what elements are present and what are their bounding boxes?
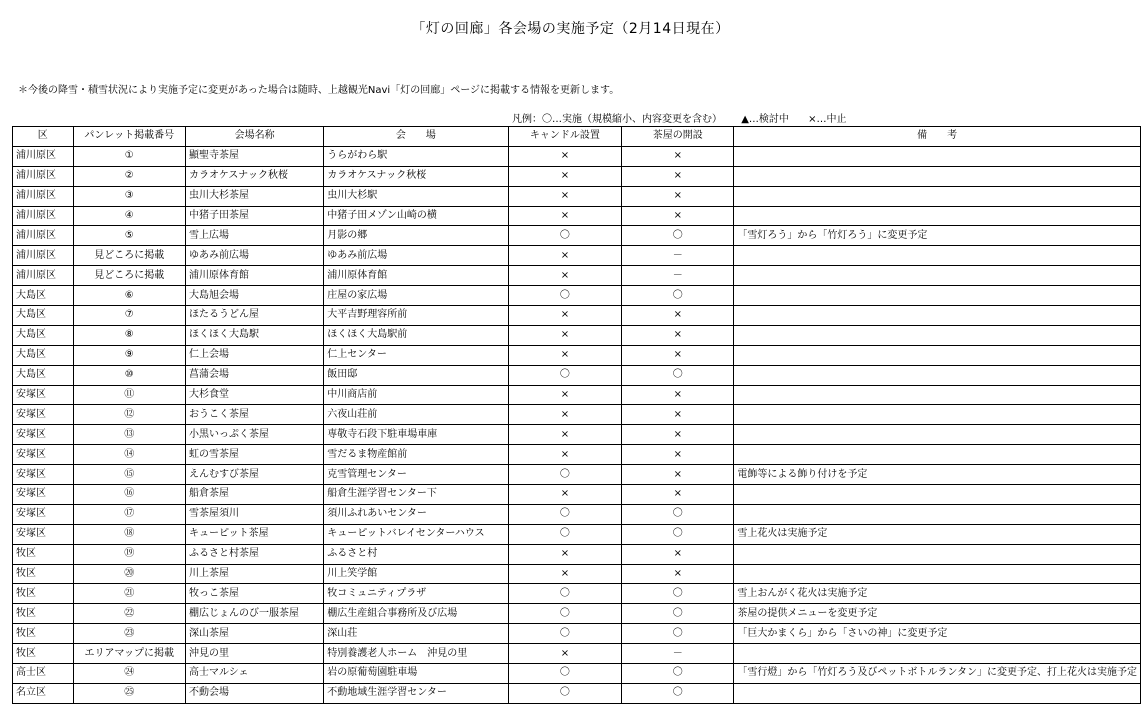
location-cell: 牧コミュニティプラザ [324, 584, 508, 604]
venue-name-cell: 菖蒲会場 [185, 365, 323, 385]
pamphlet-number-cell: ⑮ [73, 465, 185, 485]
remarks-cell [734, 206, 1141, 226]
remarks-cell [734, 564, 1141, 584]
district-cell: 安塚区 [13, 465, 74, 485]
venue-name-cell: 船倉茶屋 [185, 485, 323, 505]
venue-name-cell: 棚広じょんのび一服茶屋 [185, 604, 323, 624]
table-row [13, 445, 1141, 465]
remarks-cell [734, 266, 1141, 286]
location-cell: 飯田邸 [324, 365, 508, 385]
table-row [13, 206, 1141, 226]
table-row [13, 425, 1141, 445]
venue-name-cell: 大島旭会場 [185, 286, 323, 306]
candle-status-cell: × [508, 425, 622, 445]
location-cell: 月影の郷 [324, 226, 508, 246]
teahouse-status-cell: － [622, 246, 734, 266]
pamphlet-number-cell: ③ [73, 186, 185, 206]
candle-status-cell: × [508, 445, 622, 465]
header-remarks: 備 考 [734, 127, 1141, 147]
header-district: 区 [13, 127, 74, 147]
location-cell: ほくほく大島駅前 [324, 325, 508, 345]
teahouse-status-cell: × [622, 405, 734, 425]
venue-name-cell: 牧っこ茶屋 [185, 584, 323, 604]
district-cell: 浦川原区 [13, 166, 74, 186]
table-row [13, 624, 1141, 644]
location-cell: 中川商店前 [324, 385, 508, 405]
teahouse-status-cell: × [622, 544, 734, 564]
table-row [13, 564, 1141, 584]
table-row [13, 286, 1141, 306]
teahouse-status-cell: × [622, 325, 734, 345]
pamphlet-number-cell: ⑲ [73, 544, 185, 564]
teahouse-status-cell: 〇 [622, 604, 734, 624]
remarks-cell [734, 544, 1141, 564]
venue-name-cell: 雪上広場 [185, 226, 323, 246]
table-row [13, 226, 1141, 246]
teahouse-status-cell: 〇 [622, 683, 734, 703]
district-cell: 安塚区 [13, 485, 74, 505]
table-row [13, 465, 1141, 485]
venue-name-cell: 沖見の里 [185, 644, 323, 664]
teahouse-status-cell: 〇 [622, 504, 734, 524]
candle-status-cell: × [508, 385, 622, 405]
candle-status-cell: × [508, 146, 622, 166]
header-location: 会 場 [324, 127, 508, 147]
venue-name-cell: 浦川原体育館 [185, 266, 323, 286]
candle-status-cell: × [508, 166, 622, 186]
table-row [13, 166, 1141, 186]
teahouse-status-cell: × [622, 564, 734, 584]
pamphlet-number-cell: ⑯ [73, 485, 185, 505]
location-cell: 浦川原体育館 [324, 266, 508, 286]
table-header-row [13, 127, 1141, 147]
teahouse-status-cell: × [622, 425, 734, 445]
district-cell: 牧区 [13, 624, 74, 644]
location-cell: 不動地域生涯学習センター [324, 683, 508, 703]
remarks-cell [734, 246, 1141, 266]
venue-name-cell: ほくほく大島駅 [185, 325, 323, 345]
pamphlet-number-cell: ⑩ [73, 365, 185, 385]
remarks-cell [734, 683, 1141, 703]
district-cell: 浦川原区 [13, 266, 74, 286]
pamphlet-number-cell: 見どころに掲載 [73, 246, 185, 266]
remarks-cell: 雪上花火は実施予定 [734, 524, 1141, 544]
remarks-cell: 雪上おんがく花火は実施予定 [734, 584, 1141, 604]
teahouse-status-cell: － [622, 644, 734, 664]
teahouse-status-cell: 〇 [622, 286, 734, 306]
teahouse-status-cell: 〇 [622, 624, 734, 644]
location-cell: ゆあみ前広場 [324, 246, 508, 266]
candle-status-cell: × [508, 325, 622, 345]
pamphlet-number-cell: ② [73, 166, 185, 186]
remarks-cell: 「巨大かまくら」から「さいの神」に変更予定 [734, 624, 1141, 644]
district-cell: 浦川原区 [13, 226, 74, 246]
venue-name-cell: 深山茶屋 [185, 624, 323, 644]
table-row [13, 504, 1141, 524]
remarks-cell: 「雪灯ろう」から「竹灯ろう」に変更予定 [734, 226, 1141, 246]
venue-name-cell: ほたるうどん屋 [185, 306, 323, 326]
district-cell: 安塚区 [13, 405, 74, 425]
district-cell: 安塚区 [13, 385, 74, 405]
district-cell: 安塚区 [13, 445, 74, 465]
pamphlet-number-cell: ⑳ [73, 564, 185, 584]
header-pamphlet-number: パンレット掲載番号 [73, 127, 185, 147]
table-row [13, 345, 1141, 365]
venue-name-cell: 顯聖寺茶屋 [185, 146, 323, 166]
pamphlet-number-cell: ⑤ [73, 226, 185, 246]
candle-status-cell: 〇 [508, 683, 622, 703]
remarks-cell [734, 166, 1141, 186]
location-cell: 虫川大杉駅 [324, 186, 508, 206]
candle-status-cell: 〇 [508, 286, 622, 306]
remarks-cell [734, 644, 1141, 664]
teahouse-status-cell: 〇 [622, 664, 734, 684]
table-row [13, 146, 1141, 166]
district-cell: 浦川原区 [13, 146, 74, 166]
teahouse-status-cell: 〇 [622, 365, 734, 385]
page-title: 「灯の回廊」各会場の実施予定（2月14日現在） [411, 21, 730, 37]
table-row [13, 405, 1141, 425]
header-venue-name: 会場名称 [185, 127, 323, 147]
candle-status-cell: 〇 [508, 226, 622, 246]
table-row [13, 485, 1141, 505]
remarks-cell [734, 306, 1141, 326]
legend-cancelled: ×…中止 [808, 114, 847, 125]
district-cell: 大島区 [13, 345, 74, 365]
remarks-cell [734, 325, 1141, 345]
district-cell: 浦川原区 [13, 186, 74, 206]
remarks-cell [734, 345, 1141, 365]
candle-status-cell: × [508, 485, 622, 505]
remarks-cell [734, 445, 1141, 465]
district-cell: 浦川原区 [13, 246, 74, 266]
remarks-cell [734, 365, 1141, 385]
table-row [13, 524, 1141, 544]
district-cell: 名立区 [13, 683, 74, 703]
location-cell: 須川ふれあいセンター [324, 504, 508, 524]
pamphlet-number-cell: ㉑ [73, 584, 185, 604]
venue-name-cell: キューピット茶屋 [185, 524, 323, 544]
pamphlet-number-cell: ㉔ [73, 664, 185, 684]
venue-name-cell: 小黒いっぷく茶屋 [185, 425, 323, 445]
pamphlet-number-cell: ㉕ [73, 683, 185, 703]
venue-name-cell: 虹の雪茶屋 [185, 445, 323, 465]
location-cell: 岩の原葡萄園駐車場 [324, 664, 508, 684]
venue-name-cell: ふるさと村茶屋 [185, 544, 323, 564]
location-cell: 六夜山荘前 [324, 405, 508, 425]
remarks-cell [734, 504, 1141, 524]
pamphlet-number-cell: ⑱ [73, 524, 185, 544]
location-cell: 大平吉野理容所前 [324, 306, 508, 326]
district-cell: 大島区 [13, 325, 74, 345]
location-cell: うらがわら駅 [324, 146, 508, 166]
pamphlet-number-cell: ④ [73, 206, 185, 226]
candle-status-cell: × [508, 246, 622, 266]
candle-status-cell: 〇 [508, 624, 622, 644]
venue-name-cell: 不動会場 [185, 683, 323, 703]
table-row [13, 385, 1141, 405]
candle-status-cell: × [508, 345, 622, 365]
remarks-cell [734, 405, 1141, 425]
pamphlet-number-cell: ⑥ [73, 286, 185, 306]
district-cell: 安塚区 [13, 524, 74, 544]
location-cell: 特別養護老人ホーム 沖見の里 [324, 644, 508, 664]
teahouse-status-cell: × [622, 166, 734, 186]
pamphlet-number-cell: ⑧ [73, 325, 185, 345]
remarks-cell [734, 146, 1141, 166]
teahouse-status-cell: 〇 [622, 226, 734, 246]
venue-name-cell: 虫川大杉茶屋 [185, 186, 323, 206]
pamphlet-number-cell: ⑫ [73, 405, 185, 425]
remarks-cell: 茶屋の提供メニューを変更予定 [734, 604, 1141, 624]
candle-status-cell: 〇 [508, 524, 622, 544]
candle-status-cell: × [508, 644, 622, 664]
venue-name-cell: おうこく茶屋 [185, 405, 323, 425]
teahouse-status-cell: × [622, 186, 734, 206]
district-cell: 牧区 [13, 604, 74, 624]
location-cell: 船倉生涯学習センター下 [324, 485, 508, 505]
district-cell: 安塚区 [13, 425, 74, 445]
location-cell: 棚広生産組合事務所及び広場 [324, 604, 508, 624]
remarks-cell: 「雪行燈」から「竹灯ろう及びペットボトルランタン」に変更予定、打上花火は実施予定 [734, 664, 1141, 684]
teahouse-status-cell: 〇 [622, 524, 734, 544]
location-cell: 克雪管理センター [324, 465, 508, 485]
candle-status-cell: 〇 [508, 465, 622, 485]
pamphlet-number-cell: ⑭ [73, 445, 185, 465]
update-note: ＊今後の降雪・積雪状況により実施予定に変更があった場合は随時、上越観光Navi「灯の回廊」ページに掲載する情報を更新します。 [18, 85, 620, 96]
venue-name-cell: 雪茶屋須川 [185, 504, 323, 524]
candle-status-cell: × [508, 186, 622, 206]
table-row [13, 186, 1141, 206]
teahouse-status-cell: × [622, 385, 734, 405]
venue-name-cell: カラオケスナック秋桜 [185, 166, 323, 186]
pamphlet-number-cell: ㉒ [73, 604, 185, 624]
location-cell: 川上笑学館 [324, 564, 508, 584]
table-row [13, 325, 1141, 345]
table-row [13, 246, 1141, 266]
candle-status-cell: 〇 [508, 584, 622, 604]
location-cell: 深山荘 [324, 624, 508, 644]
table-row [13, 604, 1141, 624]
pamphlet-number-cell: ⑰ [73, 504, 185, 524]
venue-name-cell: ゆあみ前広場 [185, 246, 323, 266]
table-row [13, 644, 1141, 664]
district-cell: 大島区 [13, 286, 74, 306]
remarks-cell [734, 385, 1141, 405]
venue-name-cell: えんむすび茶屋 [185, 465, 323, 485]
teahouse-status-cell: × [622, 306, 734, 326]
pamphlet-number-cell: ㉓ [73, 624, 185, 644]
header-teahouse: 茶屋の開設 [622, 127, 734, 147]
venue-name-cell: 大杉食堂 [185, 385, 323, 405]
candle-status-cell: × [508, 405, 622, 425]
venue-name-cell: 川上茶屋 [185, 564, 323, 584]
remarks-cell [734, 425, 1141, 445]
teahouse-status-cell: × [622, 465, 734, 485]
district-cell: 浦川原区 [13, 206, 74, 226]
pamphlet-number-cell: ① [73, 146, 185, 166]
district-cell: 安塚区 [13, 504, 74, 524]
table-row [13, 306, 1141, 326]
remarks-cell [734, 485, 1141, 505]
district-cell: 高士区 [13, 664, 74, 684]
district-cell: 牧区 [13, 584, 74, 604]
candle-status-cell: × [508, 564, 622, 584]
legend-implemented: 凡例：〇…実施（規模縮小、内容変更を含む） [512, 114, 722, 125]
candle-status-cell: 〇 [508, 365, 622, 385]
venue-schedule-table [12, 126, 1141, 704]
venue-name-cell: 中猪子田茶屋 [185, 206, 323, 226]
pamphlet-number-cell: ⑪ [73, 385, 185, 405]
candle-status-cell: × [508, 306, 622, 326]
location-cell: キューピットバレイセンターハウス [324, 524, 508, 544]
candle-status-cell: × [508, 206, 622, 226]
location-cell: ふるさと村 [324, 544, 508, 564]
teahouse-status-cell: × [622, 146, 734, 166]
table-row [13, 683, 1141, 703]
remarks-cell [734, 186, 1141, 206]
table-row [13, 365, 1141, 385]
table-row [13, 664, 1141, 684]
location-cell: 雪だるま物産館前 [324, 445, 508, 465]
candle-status-cell: × [508, 544, 622, 564]
remarks-cell [734, 286, 1141, 306]
location-cell: 庄屋の家広場 [324, 286, 508, 306]
candle-status-cell: 〇 [508, 664, 622, 684]
venue-name-cell: 仁上会場 [185, 345, 323, 365]
teahouse-status-cell: × [622, 445, 734, 465]
pamphlet-number-cell: エリアマップに掲載 [73, 644, 185, 664]
location-cell: 仁上センター [324, 345, 508, 365]
header-candle: キャンドル設置 [508, 127, 622, 147]
location-cell: 中猪子田メゾン山崎の横 [324, 206, 508, 226]
table-row [13, 266, 1141, 286]
candle-status-cell: × [508, 266, 622, 286]
teahouse-status-cell: × [622, 345, 734, 365]
pamphlet-number-cell: 見どころに掲載 [73, 266, 185, 286]
teahouse-status-cell: × [622, 206, 734, 226]
legend [512, 110, 862, 125]
venue-name-cell: 高士マルシェ [185, 664, 323, 684]
teahouse-status-cell: 〇 [622, 584, 734, 604]
table-row [13, 584, 1141, 604]
district-cell: 牧区 [13, 564, 74, 584]
district-cell: 牧区 [13, 544, 74, 564]
district-cell: 大島区 [13, 306, 74, 326]
table-row [13, 544, 1141, 564]
location-cell: 専敬寺石段下駐車場車庫 [324, 425, 508, 445]
remarks-cell: 電飾等による飾り付けを予定 [734, 465, 1141, 485]
pamphlet-number-cell: ⑨ [73, 345, 185, 365]
legend-considering: ▲…検討中 [741, 114, 789, 125]
district-cell: 大島区 [13, 365, 74, 385]
teahouse-status-cell: × [622, 485, 734, 505]
candle-status-cell: 〇 [508, 604, 622, 624]
location-cell: カラオケスナック秋桜 [324, 166, 508, 186]
pamphlet-number-cell: ⑬ [73, 425, 185, 445]
district-cell: 牧区 [13, 644, 74, 664]
candle-status-cell: 〇 [508, 504, 622, 524]
pamphlet-number-cell: ⑦ [73, 306, 185, 326]
teahouse-status-cell: － [622, 266, 734, 286]
